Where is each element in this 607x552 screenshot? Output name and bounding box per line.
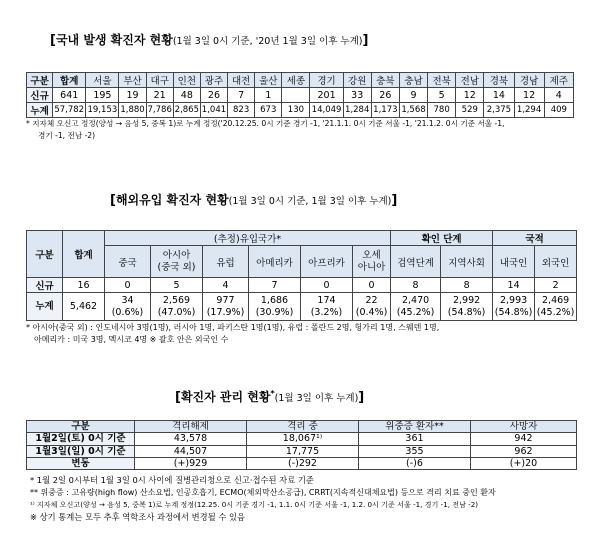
domestic-header-row	[27, 73, 574, 88]
row-label: 1월3일(일) 0시 기준	[27, 445, 135, 457]
table-cell: (+)929	[135, 457, 247, 469]
cell-pct: (45.2%)	[536, 306, 575, 318]
col-header: 구분	[27, 73, 53, 88]
management-row-jan3	[27, 445, 577, 457]
col-header: 유럽	[203, 246, 249, 278]
table-cell: 21	[146, 88, 173, 103]
col-header-line: 아시아	[162, 249, 191, 261]
col-header: 지역사회	[441, 246, 493, 278]
table-cell: 1,568	[399, 103, 427, 118]
table-cell: 2,865	[173, 103, 200, 118]
domestic-new-row	[27, 88, 574, 103]
col-header: 제주	[544, 73, 573, 88]
management-row-change	[27, 457, 577, 469]
table-cell: 823	[228, 103, 255, 118]
cell-pct: (3.2%)	[310, 306, 343, 318]
col-header: 충남	[399, 73, 427, 88]
row-label: 누계	[27, 103, 53, 118]
table-cell: 1,880	[119, 103, 146, 118]
domestic-table	[26, 72, 574, 118]
col-group-header: 국적	[493, 231, 577, 246]
table-cell: 1,294	[514, 103, 544, 118]
col-header: 구분	[27, 231, 63, 278]
cell-pct: (0.4%)	[355, 306, 388, 318]
table-cell: 2	[535, 278, 577, 293]
table-cell: 1,173	[371, 103, 399, 118]
domestic-title-sub: (1월 3일 0시 기준, '20년 1월 3일 이후 누계)	[172, 36, 363, 47]
col-header: 인천	[173, 73, 200, 88]
management-header-row	[27, 421, 577, 433]
cell-pct: (47.0%)	[157, 306, 196, 318]
col-header: 광주	[200, 73, 227, 88]
overseas-note-2: 아메리카 : 미국 3명, 멕시코 4명 ※ 괄호 안은 외국인 수	[34, 335, 229, 344]
overseas-table	[26, 230, 577, 321]
management-row-jan2	[27, 433, 577, 445]
row-label: 변동	[27, 457, 135, 469]
management-section-title: [확진자 관리 현황*(1월 3일 이후 누계)]	[175, 389, 365, 405]
table-cell: 673	[255, 103, 282, 118]
table-cell	[353, 293, 391, 321]
overseas-title-sub: (1월 3일 0시 기준, 1월 3일 이후 누계)	[228, 196, 392, 207]
table-cell: 19,153	[86, 103, 119, 118]
table-cell: 14	[493, 278, 535, 293]
table-cell: 529	[456, 103, 484, 118]
table-cell: 12	[456, 88, 484, 103]
col-header: 합계	[63, 231, 105, 278]
table-cell: 8	[391, 278, 441, 293]
table-cell: 33	[343, 88, 371, 103]
cell-value: 977	[216, 294, 235, 306]
table-cell: 19	[119, 88, 146, 103]
overseas-note-1: * 아시아(중국 외) : 인도네시아 3명(1명), 러시아 1명, 파키스탄 1명(1명), 유럽 : 폴란드 2명, 헝가리 1명, 스웨덴 1명,	[26, 323, 440, 332]
col-header: 격리 중	[247, 421, 359, 433]
domestic-note-1: * 지자체 오신고 정정(양성 → 음성 5, 중복 1)로 누계 정정('20.12.25. 0시 기준 경기 -1, '21.1.1. 0시 기준 서울 -1, '21.1.2. 0시 기준 서울 -1,	[26, 119, 505, 128]
cell-value: 2,569	[162, 294, 191, 306]
table-cell: 195	[86, 88, 119, 103]
cell-value: 2,992	[452, 294, 481, 306]
col-header: 강원	[343, 73, 371, 88]
col-header	[151, 246, 203, 278]
row-label: 신규	[27, 88, 53, 103]
col-header-line: (중국 외)	[157, 261, 196, 273]
col-header: 구분	[27, 421, 135, 433]
overseas-header-row-1	[27, 231, 577, 246]
col-header: 외국인	[535, 246, 577, 278]
col-header	[353, 246, 391, 278]
cell-pct: (45.2%)	[396, 306, 435, 318]
table-cell: 44,507	[135, 445, 247, 457]
cell-value: 2,470	[401, 294, 430, 306]
table-cell: 14	[484, 88, 514, 103]
management-note-1: * 1월 2일 0시부터 1월 3일 0시 사이에 질병관리청으로 신고·접수된 자료 기준	[30, 475, 314, 485]
col-header: 아메리카	[249, 246, 301, 278]
table-cell: 8	[441, 278, 493, 293]
table-cell: 409	[544, 103, 573, 118]
cell-pct: (54.8%)	[494, 306, 533, 318]
overseas-section-title: [해외유입 확진자 현황(1월 3일 0시 기준, 1월 3일 이후 누계)]	[110, 193, 398, 208]
table-cell: 17,775	[247, 445, 359, 457]
table-cell	[493, 293, 535, 321]
table-cell: 641	[53, 88, 86, 103]
col-header: 중국	[105, 246, 151, 278]
row-label: 1월2일(토) 0시 기준	[27, 433, 135, 445]
col-header: 대구	[146, 73, 173, 88]
col-header-line: 오세	[362, 249, 381, 261]
col-header: 전남	[456, 73, 484, 88]
table-cell: 0	[301, 278, 353, 293]
table-cell: 12	[514, 88, 544, 103]
table-cell: 43,578	[135, 433, 247, 445]
table-cell: 5	[428, 88, 456, 103]
col-group-header: 확인 단계	[391, 231, 493, 246]
domestic-note-2: 경기 -1, 전남 -2)	[38, 131, 96, 140]
cell-value: 174	[317, 294, 336, 306]
table-cell: 780	[428, 103, 456, 118]
cell-value: 22	[365, 294, 378, 306]
management-title-sub: (1월 3일 이후 누계)	[274, 393, 359, 404]
overseas-new-row	[27, 278, 577, 293]
col-header: 울산	[255, 73, 282, 88]
cell-value: 2,469	[542, 294, 570, 306]
row-label: 신규	[27, 278, 63, 293]
overseas-cum-row	[27, 293, 577, 321]
table-cell	[441, 293, 493, 321]
table-cell: 4	[203, 278, 249, 293]
table-cell: 14,049	[310, 103, 343, 118]
table-cell: 7,786	[146, 103, 173, 118]
table-cell	[282, 88, 310, 103]
table-cell: 1,284	[343, 103, 371, 118]
table-cell: 5,462	[63, 293, 105, 321]
management-note-3: ¹⁾ 지자체 오신고(양성 → 음성 5, 중복 1)로 누계 정정(12.25. 0시 기준 경기 -1, 1.1. 0시 기준 서울 -1, 1.2. 0시 기준 서울 -1, 경기 -1, 전남 -2)	[30, 500, 479, 509]
table-cell: 26	[200, 88, 227, 103]
cell-pct: (17.9%)	[206, 306, 245, 318]
cell-pct: (0.6%)	[111, 306, 144, 318]
management-note-4: ※ 상기 통계는 모두 추후 역학조사 과정에서 변경될 수 있음	[30, 512, 246, 522]
table-cell: 355	[359, 445, 471, 457]
table-cell: (-)6	[359, 457, 471, 469]
table-cell	[391, 293, 441, 321]
col-header: 전북	[428, 73, 456, 88]
table-cell: 1	[255, 88, 282, 103]
col-header: 위중증 환자**	[359, 421, 471, 433]
table-cell: 16	[63, 278, 105, 293]
table-cell: 7	[249, 278, 301, 293]
overseas-title-main: 해외유입 확진자 현황	[115, 193, 229, 207]
table-cell: 361	[359, 433, 471, 445]
col-header: 경남	[514, 73, 544, 88]
col-header: 아프리카	[301, 246, 353, 278]
col-header: 부산	[119, 73, 146, 88]
col-header: 충북	[371, 73, 399, 88]
col-group-header: (추정)유입국가*	[105, 231, 391, 246]
table-cell: (-)292	[247, 457, 359, 469]
table-cell: 9	[399, 88, 427, 103]
management-note-2: ** 위중증 : 고유량(high flow) 산소요법, 인공호흡기, ECMO(체외막산소공급), CRRT(지속적신대체요법) 등으로 격리 치료 중인 환자	[30, 488, 496, 497]
table-cell: 26	[371, 88, 399, 103]
cell-value: 34	[121, 294, 134, 306]
col-header: 경기	[310, 73, 343, 88]
table-cell: 57,782	[53, 103, 86, 118]
table-cell: 18,067¹⁾	[247, 433, 359, 445]
table-cell: 201	[310, 88, 343, 103]
table-cell: 0	[353, 278, 391, 293]
table-cell: 942	[471, 433, 577, 445]
table-cell	[203, 293, 249, 321]
table-cell: 130	[282, 103, 310, 118]
table-cell	[151, 293, 203, 321]
overseas-header-row-2	[27, 246, 577, 278]
col-header: 대전	[228, 73, 255, 88]
table-cell: 962	[471, 445, 577, 457]
cell-pct: (30.9%)	[255, 306, 294, 318]
table-cell	[249, 293, 301, 321]
management-title-star: *	[270, 389, 275, 398]
table-cell	[105, 293, 151, 321]
cell-pct: (54.8%)	[447, 306, 486, 318]
row-label: 누계	[27, 293, 63, 321]
domestic-title-main: 국내 발생 확진자 현황	[55, 33, 173, 47]
col-header: 경북	[484, 73, 514, 88]
col-header: 검역단계	[391, 246, 441, 278]
col-header: 합계	[53, 73, 86, 88]
table-cell: 4	[544, 88, 573, 103]
col-header: 서울	[86, 73, 119, 88]
management-table	[26, 420, 577, 470]
col-header: 세종	[282, 73, 310, 88]
table-cell: (+)20	[471, 457, 577, 469]
col-header: 격리해제	[135, 421, 247, 433]
domestic-section-title: [국내 발생 확진자 현황(1월 3일 0시 기준, '20년 1월 3일 이후 누계)]	[50, 33, 369, 48]
cell-value: 1,686	[260, 294, 289, 306]
table-cell	[535, 293, 577, 321]
table-cell: 5	[151, 278, 203, 293]
table-cell: 7	[228, 88, 255, 103]
table-cell: 0	[105, 278, 151, 293]
table-cell: 1,041	[200, 103, 227, 118]
domestic-cum-row	[27, 103, 574, 118]
col-header-line: 아니아	[357, 261, 386, 273]
col-header: 사망자	[471, 421, 577, 433]
management-title-main: 확진자 관리 현황	[180, 390, 271, 404]
cell-value: 2,993	[499, 294, 528, 306]
table-cell: 2,375	[484, 103, 514, 118]
table-cell	[301, 293, 353, 321]
table-cell: 48	[173, 88, 200, 103]
col-header: 내국인	[493, 246, 535, 278]
